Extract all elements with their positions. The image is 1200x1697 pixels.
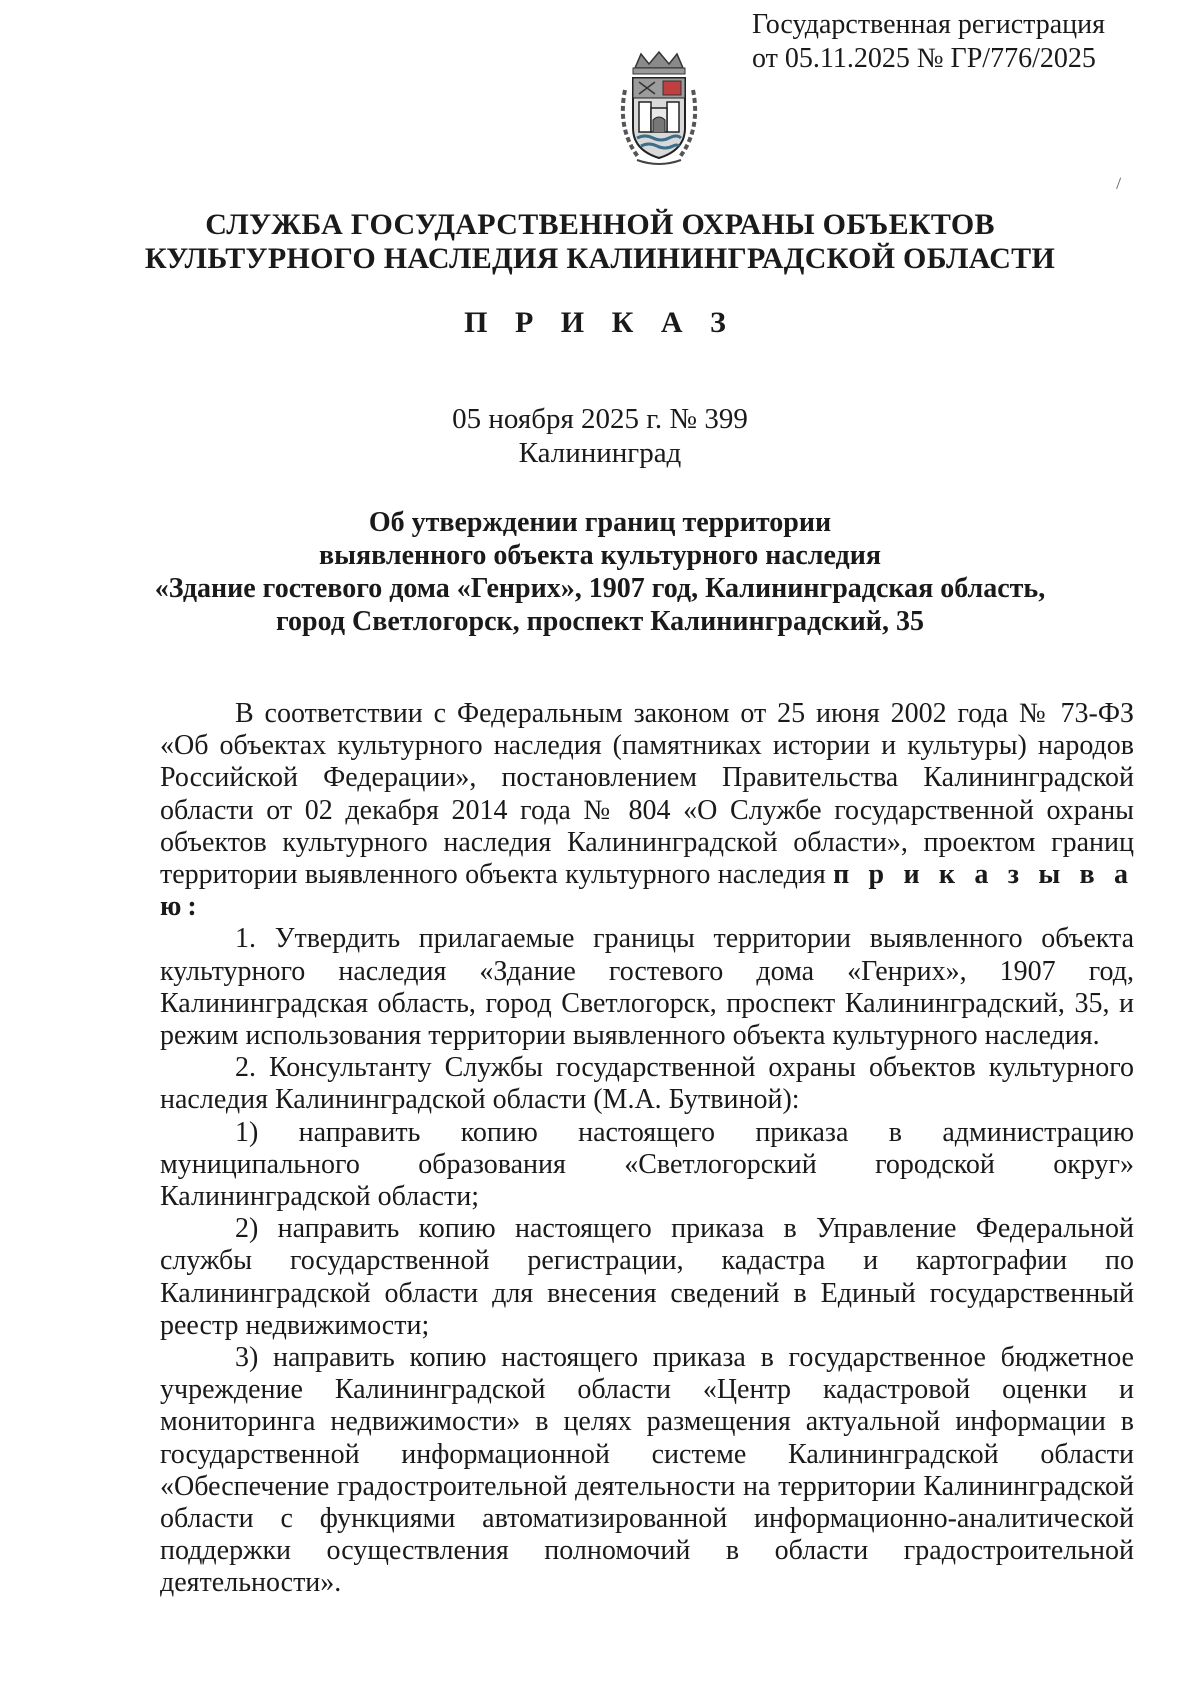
registration-line-2: от 05.11.2025 № ГР/776/2025: [752, 43, 1096, 74]
title-line-3: «Здание гостевого дома «Генрих», 1907 год, Калининградская область,: [154, 573, 1046, 604]
item-2: 2. Консультанту Службы государственной охраны объектов культурного наследия Калининградской области (М.А. Бутвиной):: [160, 1052, 1134, 1116]
item-1: 1. Утвердить прилагаемые границы территории выявленного объекта культурного наследия «Здание гостевого дома «Генрих», 1907 год, Калининградская область, город Светлогорск, проспект Калининградский, 35, и режим использования территории выявленного объекта культурного наследия.: [160, 923, 1134, 1052]
date-number: 05 ноября 2025 г. № 399: [452, 403, 748, 435]
organization-name: [0, 208, 1200, 276]
sub-item-1: 1) направить копию настоящего приказа в администрацию муниципального образования «Светлогорский городской округ» Калининградской области;: [160, 1116, 1134, 1213]
date-and-place: [0, 402, 1200, 470]
document-body: [160, 698, 1134, 1600]
decree-word: п р и к а з ы в а ю:: [160, 859, 1134, 923]
title-line-2: выявленного объекта культурного наследия: [319, 540, 881, 571]
title-line-1: Об утверждении границ территории: [368, 507, 832, 538]
title-line-4: город Светлогорск, проспект Калининградский, 35: [276, 606, 924, 637]
sub-item-3: 3) направить копию настоящего приказа в государственное бюджетное учреждение Калининградской области «Центр кадастровой оценки и мониторинга недвижимости» в целях размещения актуальной информации в государственной информационной системе Калининградской области «Обеспечение градостроительной деятельности на территории Калининградской области с функциями автоматизированной информационно-аналитической поддержки осуществления полномочий в области градостроительной деятельности».: [160, 1342, 1134, 1599]
document-type: П Р И К А З: [464, 306, 736, 339]
document-title: [0, 506, 1200, 638]
sub-item-2: 2) направить копию настоящего приказа в Управление Федеральной службы государственной регистрации, кадастра и картографии по Калининградской области для внесения сведений в Единый государственный реестр недвижимости;: [160, 1213, 1134, 1341]
organization-line-1: СЛУЖБА ГОСУДАРСТВЕННОЙ ОХРАНЫ ОБЪЕКТОВ: [205, 208, 995, 241]
preamble-text: В соответствии с Федеральным законом от 25 июня 2002 года № 73-ФЗ «Об объектах культурного наследия (памятниках истории и культуры) народов Российской Федерации», постановлением Правительства Калининградской области от 02 декабря 2014 года № 804 «О Службе государственной охраны объектов культурного наследия Калининградской области», проектом границ территории выявленного объекта культурного наследия: [160, 698, 1134, 891]
scan-speck: [1116, 178, 1125, 191]
organization-line-2: КУЛЬТУРНОГО НАСЛЕДИЯ КАЛИНИНГРАДСКОЙ ОБЛАСТИ: [144, 242, 1056, 275]
registration-stamp: [752, 8, 1172, 76]
city: Калининград: [518, 437, 682, 469]
registration-line-1: Государственная регистрация: [752, 9, 1105, 40]
kaliningrad-coat-of-arms-icon: [615, 50, 703, 168]
preamble-paragraph: [160, 698, 1134, 923]
